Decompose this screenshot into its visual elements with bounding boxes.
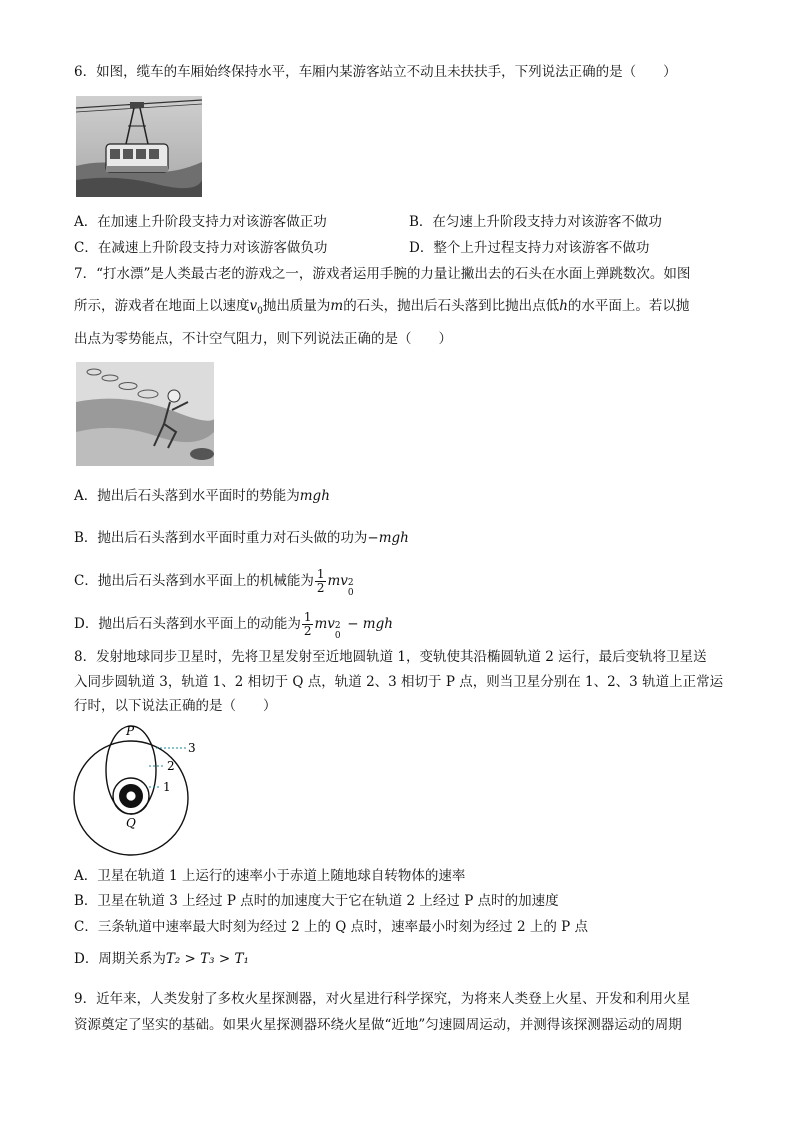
q6-option-c: C．在减速上升阶段支持力对该游客做负功 [74, 240, 328, 256]
point-p-label: P [126, 724, 135, 738]
q8-option-d: D．周期关系为T₂ > T₃ > T₁ [74, 951, 249, 967]
q8-stem-line3: 行时，以下说法正确的是（ ） [74, 698, 277, 714]
orbit-3-label: 3 [188, 741, 196, 755]
q8-option-b: B．卫星在轨道 3 上经过 P 点时的加速度大于它在轨道 2 上经过 P 点时的加速度 [74, 893, 559, 909]
q6-option-b: B．在匀速上升阶段支持力对该游客不做功 [409, 214, 662, 230]
q7-stem-line2: 所示，游戏者在地面上以速度$v_0$抛出质量为m的石头，抛出后石头落到比抛出点低h的水平面上。若以抛 [74, 298, 690, 317]
q6-stem: 6．如图，缆车的车厢始终保持水平，车厢内某游客站立不动且未扶扶手，下列说法正确的是（ ） [74, 64, 677, 80]
q9-stem-line1: 9．近年来，人类发射了多枚火星探测器，对火星进行科学探究，为将来人类登上火星、开发和利用火星 [74, 991, 691, 1007]
point-q-label: Q [126, 816, 136, 830]
q8-stem-line1: 8．发射地球同步卫星时，先将卫星发射至近地圆轨道 1，变轨使其沿椭圆轨道 2 运行，最后变轨将卫星送 [74, 649, 707, 665]
orbit-1-label: 1 [163, 780, 171, 794]
q8-option-c: C．三条轨道中速率最大时刻为经过 2 上的 Q 点时，速率最小时刻为经过 2 上的 P 点 [74, 919, 588, 935]
fraction-half: $\frac{1}{2}$ [316, 567, 325, 595]
stone-skipping-illustration [76, 362, 214, 466]
cable-car-photo [76, 96, 202, 197]
q8-stem-line2: 入同步圆轨道 3，轨道 1、2 相切于 Q 点，轨道 2、3 相切于 P 点，则当卫星分别在 1、2、3 轨道上正常运 [74, 674, 724, 690]
q7-option-a: A．抛出后石头落到水平面时的势能为mgh [74, 488, 330, 504]
q8-option-a: A．卫星在轨道 1 上运行的速率小于赤道上随地球自转物体的速率 [74, 868, 466, 884]
q7-stem-line3: 出点为零势能点，不计空气阻力，则下列说法正确的是（ ） [74, 331, 452, 347]
q7-stem-line1: 7．“打水漂”是人类最古老的游戏之一，游戏者运用手腕的力量让撇出去的石头在水面上弹跳数次。如图 [74, 266, 691, 282]
q7-option-c: C．抛出后石头落到水平面上的机械能为 $\frac{1}{2}$ mv 2 0 [74, 567, 354, 598]
q7-option-d: D．抛出后石头落到水平面上的动能为 $\frac{1}{2}$ mv 2 0 − mgh [74, 610, 393, 641]
fraction-half: $\frac{1}{2}$ [303, 610, 312, 638]
q9-stem-line2: 资源奠定了坚实的基础。如果火星探测器环绕火星做“近地”匀速圆周运动，并测得该探测器运动的周期 [74, 1017, 682, 1033]
orbit-2-label: 2 [167, 759, 175, 773]
q6-option-a: A．在加速上升阶段支持力对该游客做正功 [74, 214, 327, 230]
q6-option-d: D．整个上升过程支持力对该游客不做功 [409, 240, 650, 256]
q7-option-b: B．抛出后石头落到水平面时重力对石头做的功为−mgh [74, 530, 409, 546]
orbit-diagram [72, 724, 212, 856]
